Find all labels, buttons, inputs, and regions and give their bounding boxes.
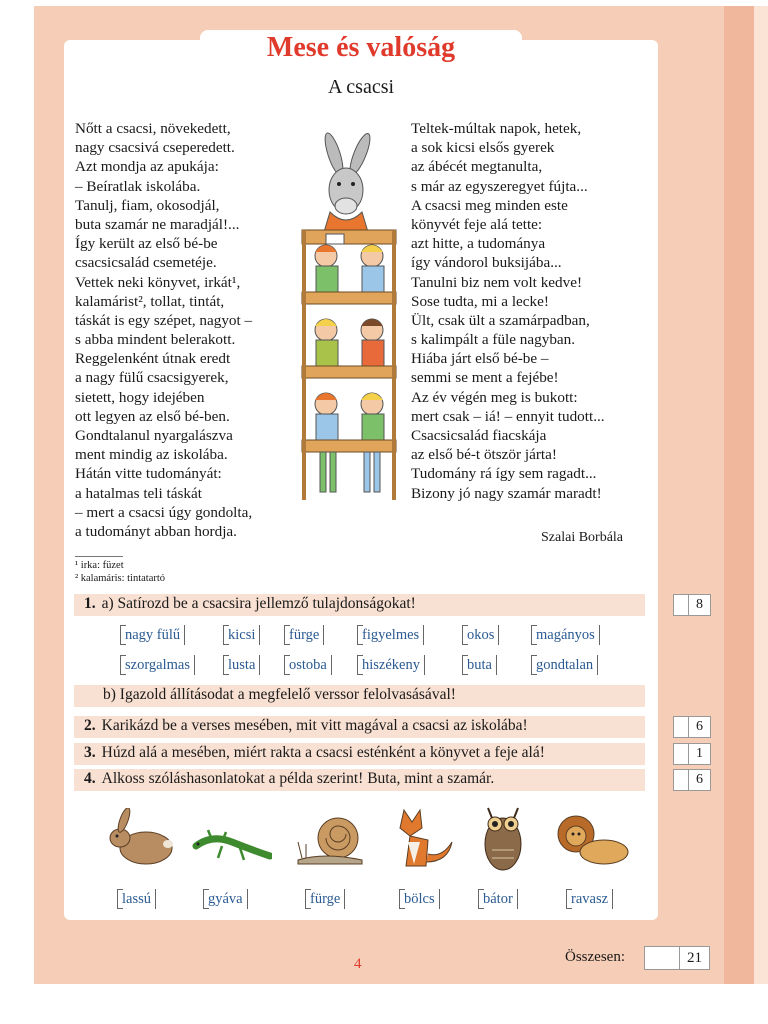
task-3-score-box: [673, 743, 711, 765]
task-2-score-box: [673, 716, 711, 738]
owl-icon: [480, 800, 526, 874]
poem-left-column: [75, 119, 252, 541]
poem-line: csacsicsalád csemetéje.: [75, 254, 217, 272]
lizard-icon: [192, 826, 272, 866]
trait-word[interactable]: kicsi: [223, 625, 260, 645]
task-3-text: Húzd alá a mesében, miért rakta a csacsi esténként a könyvet a feje alá!: [101, 744, 545, 761]
poem-line: Teltek-múltak napok, hetek,: [411, 120, 582, 137]
poem-line: – mert a csacsi úgy gondolta,: [75, 503, 253, 521]
poem-line: azt hitte, a tudománya: [411, 235, 546, 253]
poem-line: a hatalmas teli táskát: [75, 484, 202, 502]
total-score: 21: [687, 950, 702, 966]
task-1-score: 8: [696, 597, 703, 612]
task-3: [84, 744, 545, 762]
page-edge: [724, 6, 754, 984]
poem-line: könyvét feje alá tette:: [411, 215, 543, 233]
animal-word[interactable]: bátor: [478, 889, 518, 909]
trait-word[interactable]: lusta: [223, 655, 260, 675]
rabbit-icon: [106, 808, 178, 870]
task-4-text: Alkoss szóláshasonlatokat a példa szerint! Buta, mint a szamár.: [101, 770, 495, 787]
poem-line: a sok kicsi elsős gyerek: [411, 139, 555, 157]
poem-line: Sose tudta, mi a lecke!: [411, 292, 549, 310]
poem-line: ott legyen az első bé-ben.: [75, 407, 230, 425]
animal-word[interactable]: gyáva: [203, 889, 248, 909]
poem-line: Ült, csak ült a szamárpadban,: [411, 311, 590, 329]
animal-word[interactable]: ravasz: [566, 889, 613, 909]
poem-line: semmi se ment a fejébe!: [411, 369, 559, 387]
poem-line: Reggelenként útnak eredt: [75, 350, 231, 368]
task-1a-text: a) Satírozd be a csacsira jellemző tulajdonságokat!: [101, 595, 416, 612]
poem-line: Tanulj, fiam, okosodjál,: [75, 196, 220, 214]
poem-line: sietett, hogy idejében: [75, 388, 205, 406]
trait-word[interactable]: ostoba: [284, 655, 332, 675]
task-1a: [84, 595, 416, 613]
poem-line: s már az egyszeregyet fújta...: [411, 177, 588, 195]
task-2-text: Karikázd be a verses mesében, mit vitt magával a csacsi az iskolába!: [101, 717, 528, 734]
trait-word[interactable]: gondtalan: [531, 655, 598, 675]
task-2-score: 6: [696, 719, 703, 734]
page-title: Mese és valóság: [266, 32, 456, 63]
poem-line: s abba mindent belerakott.: [75, 331, 236, 349]
footnote-divider: [75, 556, 123, 557]
poem-line: a nagy fülű csacsigyerek,: [75, 369, 229, 387]
poem-line: így vándorol buksijába...: [411, 254, 562, 272]
task-4-score-box: [673, 769, 711, 791]
poem-line: A csacsi meg minden este: [411, 196, 568, 214]
poem-line: Hiába járt első bé-be –: [411, 350, 549, 368]
trait-word[interactable]: szorgalmas: [120, 655, 195, 675]
poem-author: Szalai Borbála: [541, 530, 624, 545]
task-2-number: 2.: [84, 717, 96, 734]
poem-right-column: [411, 119, 605, 503]
poem-line: buta szamár ne maradjál!...: [75, 215, 240, 233]
total-label: Összesen:: [565, 949, 625, 965]
poem-line: – Beíratlak iskolába.: [75, 177, 201, 195]
poem-line: a tudományt abban hordja.: [75, 522, 237, 540]
task-1b-text: b) Igazold állításodat a megfelelő verssor felolvasásával!: [103, 686, 456, 703]
poem-line: Gondtalanul nyargalászva: [75, 427, 233, 444]
animal-word[interactable]: bölcs: [399, 889, 440, 909]
trait-word[interactable]: okos: [462, 625, 499, 645]
poem-line: s kalimpált a füle nagyban.: [411, 331, 576, 349]
donkey-classroom-illustration: [296, 132, 402, 510]
donkey-icon: [321, 132, 373, 232]
poem-line: kalamárist², tollat, tintát,: [75, 292, 225, 310]
task-3-number: 3.: [84, 744, 96, 761]
poem-line: az ábécét megtanulta,: [411, 158, 543, 176]
task-1-number: 1.: [84, 595, 96, 612]
poem-line: mert csak – iá! – ennyit tudott...: [411, 407, 605, 425]
animal-word[interactable]: fürge: [305, 889, 345, 909]
trait-word[interactable]: figyelmes: [357, 625, 424, 645]
page-number: 4: [354, 956, 362, 972]
poem-line: Vettek neki könyvet, irkát¹,: [75, 273, 241, 291]
poem-line: Tudomány rá így sem ragadt...: [411, 465, 597, 483]
lion-icon: [556, 812, 630, 868]
trait-word[interactable]: fürge: [284, 625, 324, 645]
poem-line: Így került az első bé-be: [75, 235, 218, 253]
fox-icon: [392, 802, 456, 874]
trait-word[interactable]: hiszékeny: [357, 655, 425, 675]
poem-line: táskát is egy szépet, nagyot –: [75, 311, 253, 329]
poem-line: Az év végén meg is bukott:: [411, 388, 578, 406]
snail-icon: [294, 810, 368, 868]
poem-line: nagy csacsivá cseperedett.: [75, 139, 235, 157]
total-score-box: [644, 946, 710, 970]
poem-line: Csacsicsalád fiacskája: [411, 427, 547, 444]
desk-stack: [302, 230, 396, 500]
task-1-score-box: [673, 594, 711, 616]
footnote-1: ¹ irka: füzet: [75, 560, 124, 571]
task-2: [84, 717, 528, 735]
trait-word[interactable]: nagy fülű: [120, 625, 185, 645]
footnote-2: ² kalamáris: tintatartó: [75, 573, 166, 584]
poem-line: az első bé-t ötször járta!: [411, 446, 557, 464]
trait-word[interactable]: buta: [462, 655, 497, 675]
poem-line: Hátán vitte tudományát:: [75, 465, 222, 483]
poem-line: Azt mondja az apukája:: [75, 158, 219, 176]
animal-word[interactable]: lassú: [117, 889, 156, 909]
task-4-score: 6: [696, 772, 703, 787]
poem-line: Bizony jó nagy szamár maradt!: [411, 484, 602, 502]
poem-line: ment mindig az iskolába.: [75, 446, 228, 464]
trait-word[interactable]: magányos: [531, 625, 600, 645]
task-4-number: 4.: [84, 770, 96, 787]
page-edge-light: [754, 6, 768, 984]
task-4: [84, 770, 494, 788]
poem-title: A csacsi: [327, 76, 395, 98]
task-3-score: 1: [696, 746, 703, 761]
poem-line: Tanulni biz nem volt kedve!: [411, 273, 583, 291]
poem-line: Nőtt a csacsi, növekedett,: [75, 120, 231, 137]
